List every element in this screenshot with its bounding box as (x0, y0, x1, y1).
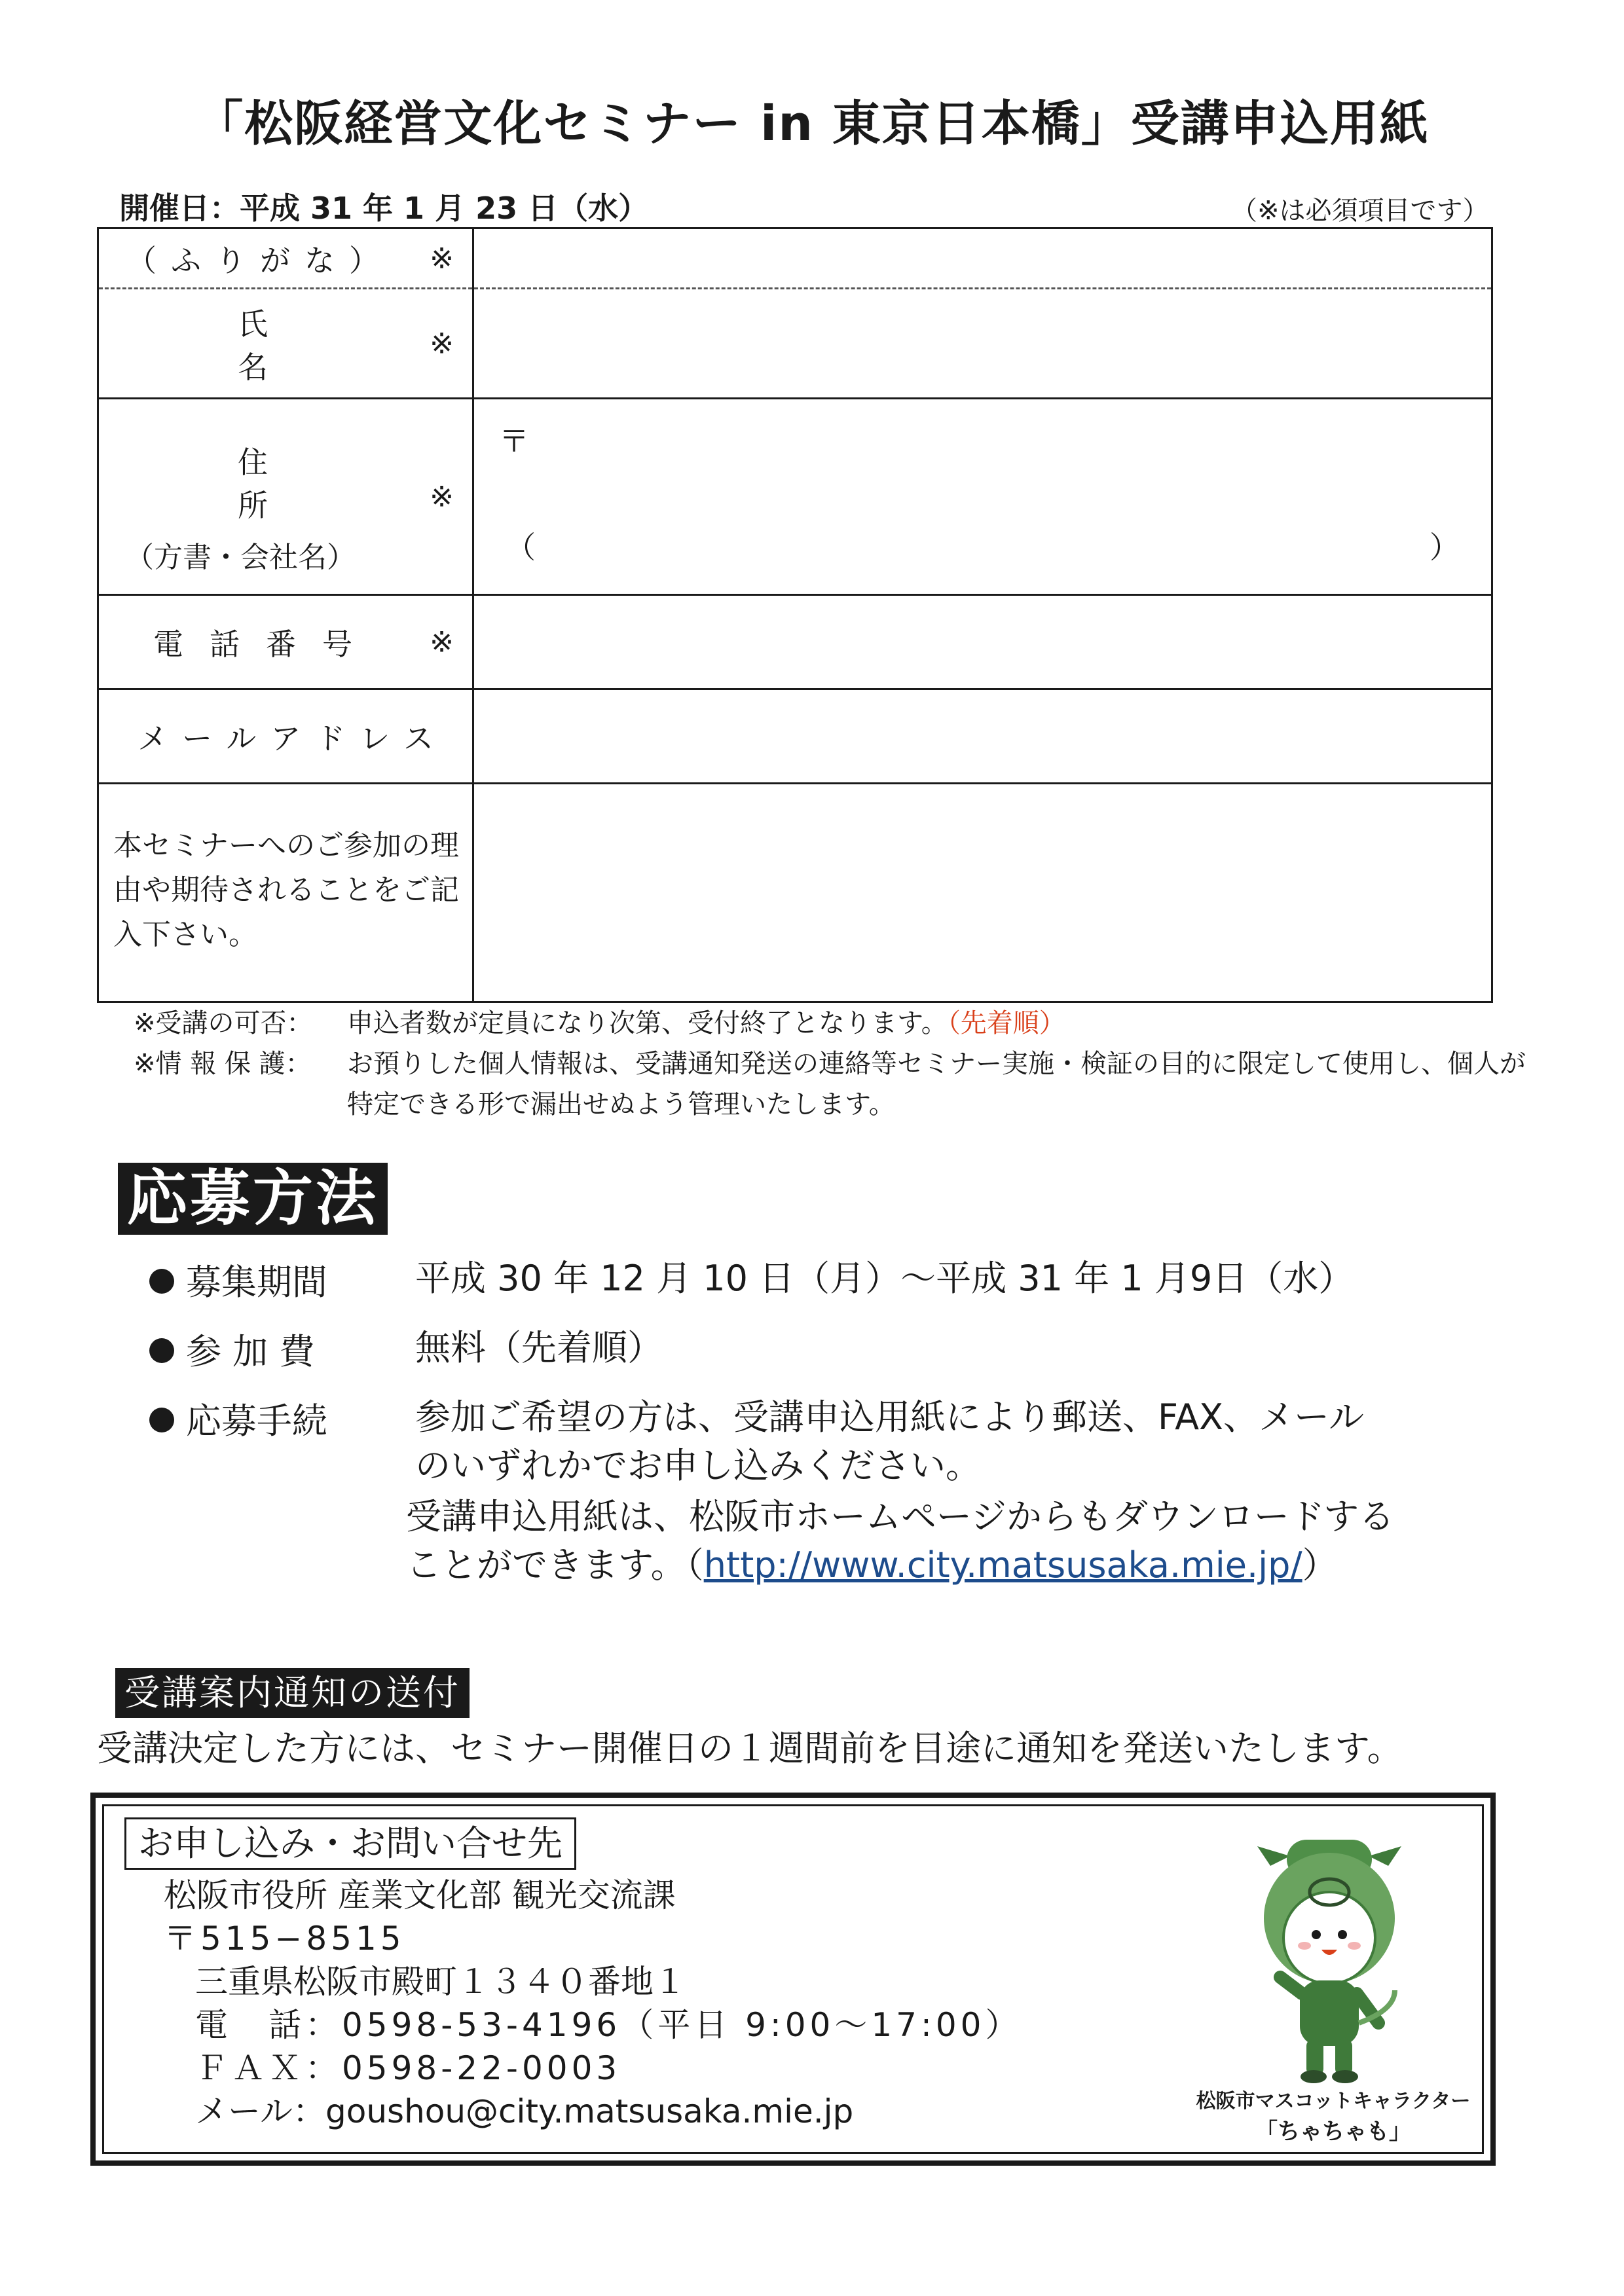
reason-label-cell (98, 784, 473, 1002)
procedure-line4: ことができます。（http://www.city.matsusaka.mie.jp/） (406, 1544, 1338, 1586)
period-label: 募集期間 (186, 1262, 327, 1303)
procedure-line1: 参加ご希望の方は、受講申込用紙により郵送、FAX、メール (415, 1396, 1364, 1438)
zip-mark: 〒 (499, 424, 529, 459)
name-field[interactable] (473, 289, 1492, 399)
contact-office: 松阪市役所 産業文化部 観光交流課 (164, 1876, 676, 1914)
required-note: （※は必須項目です） (1231, 196, 1489, 226)
furigana-field[interactable] (473, 228, 1492, 289)
period-value: 平成 30 年 12 月 10 日（月）～平成 31 年 1 月9日（水） (415, 1258, 1354, 1299)
name-label: 氏名 (238, 306, 360, 385)
phone-field[interactable] (473, 595, 1492, 689)
paren-close: ） (1430, 530, 1460, 565)
acceptance-text: 申込者数が定員になり次第、受付終了となります。（先着順） (347, 1008, 1065, 1038)
email-field[interactable] (473, 689, 1492, 784)
email-label: メールアドレス (138, 720, 448, 756)
bullet-icon (149, 1338, 174, 1363)
apply-heading: 応募方法 (118, 1163, 388, 1235)
address-label-cell (98, 399, 473, 595)
contact-fax: ＦＡＸ：0598-22-0003 (195, 2049, 621, 2087)
address-label: 住所 (238, 445, 360, 523)
contact-phone: 電 話：0598-53-4196（平日 9:00～17:00） (195, 2006, 1022, 2044)
required-mark: ※ (430, 242, 454, 275)
reason-field[interactable] (473, 784, 1492, 1002)
address-sub-label: （方書・会社名） (125, 541, 356, 574)
contact-address: 三重県松阪市殿町１３４０番地１ (195, 1963, 686, 2001)
procedure-line2: のいずれかでお申し込みください。 (415, 1445, 981, 1486)
fee-value: 無料（先着順） (415, 1327, 663, 1368)
fee-label: 参 加 費 (186, 1331, 315, 1372)
reason-label: 本セミナーへのご参加の理由や期待されることをご記入下さい。 (113, 829, 459, 951)
notice-heading: 受講案内通知の送付 (115, 1668, 470, 1718)
acceptance-note (134, 1003, 1526, 1044)
notes (134, 1003, 1526, 1125)
paren-open: （ (506, 530, 536, 565)
phone-label-cell (98, 595, 473, 689)
city-website-link[interactable]: http://www.city.matsusaka.mie.jp/ (703, 1544, 1302, 1586)
privacy-text: お預りした個人情報は、受講通知発送の連絡等セミナー実施・検証の目的に限定して使用し、個人が特定できる形で漏出せぬよう管理いたします。 (347, 1049, 1526, 1120)
event-date: 開催日：平成 31 年 1 月 23 日（水） (119, 191, 649, 226)
first-come-tag: （先着順） (947, 1008, 1065, 1038)
page-title: 「松阪経営文化セミナー in 東京日本橋」受講申込用紙 (194, 96, 1430, 152)
required-mark: ※ (430, 480, 454, 513)
bullet-icon (149, 1408, 174, 1432)
required-mark: ※ (430, 327, 454, 360)
address-field[interactable] (473, 399, 1492, 595)
furigana-label-cell (98, 228, 473, 289)
application-form (97, 227, 1493, 1003)
phone-label: 電話番号 (153, 626, 378, 662)
contact-zip: 〒515−8515 (164, 1920, 405, 1958)
email-label-cell (98, 689, 473, 784)
mascot-name: 「ちゃちゃも」 (1255, 2119, 1411, 2145)
name-label-cell (98, 289, 473, 399)
mascot-chachamo-icon (1244, 1827, 1414, 2088)
contact-mail[interactable]: メール：goushou@city.matsusaka.mie.jp (195, 2092, 854, 2130)
acceptance-key: ※受講の可否： (134, 1008, 313, 1038)
contact-details (164, 1874, 1022, 2133)
required-mark: ※ (430, 625, 454, 659)
notice-body: 受講決定した方には、セミナー開催日の１週間前を目途に通知を発送いたします。 (97, 1728, 1403, 1769)
privacy-key: ※情 報 保 護： (134, 1049, 312, 1079)
bullet-icon (149, 1269, 174, 1294)
procedure-line3: 受講申込用紙は、松阪市ホームページからもダウンロードする (406, 1496, 1395, 1537)
mascot-caption: 松阪市マスコットキャラクター (1196, 2090, 1471, 2113)
furigana-label: （ふりがな） (126, 242, 394, 278)
privacy-note (134, 1044, 1526, 1125)
procedure-label: 応募手続 (186, 1400, 327, 1442)
contact-heading: お申し込み・お問い合せ先 (124, 1817, 576, 1870)
